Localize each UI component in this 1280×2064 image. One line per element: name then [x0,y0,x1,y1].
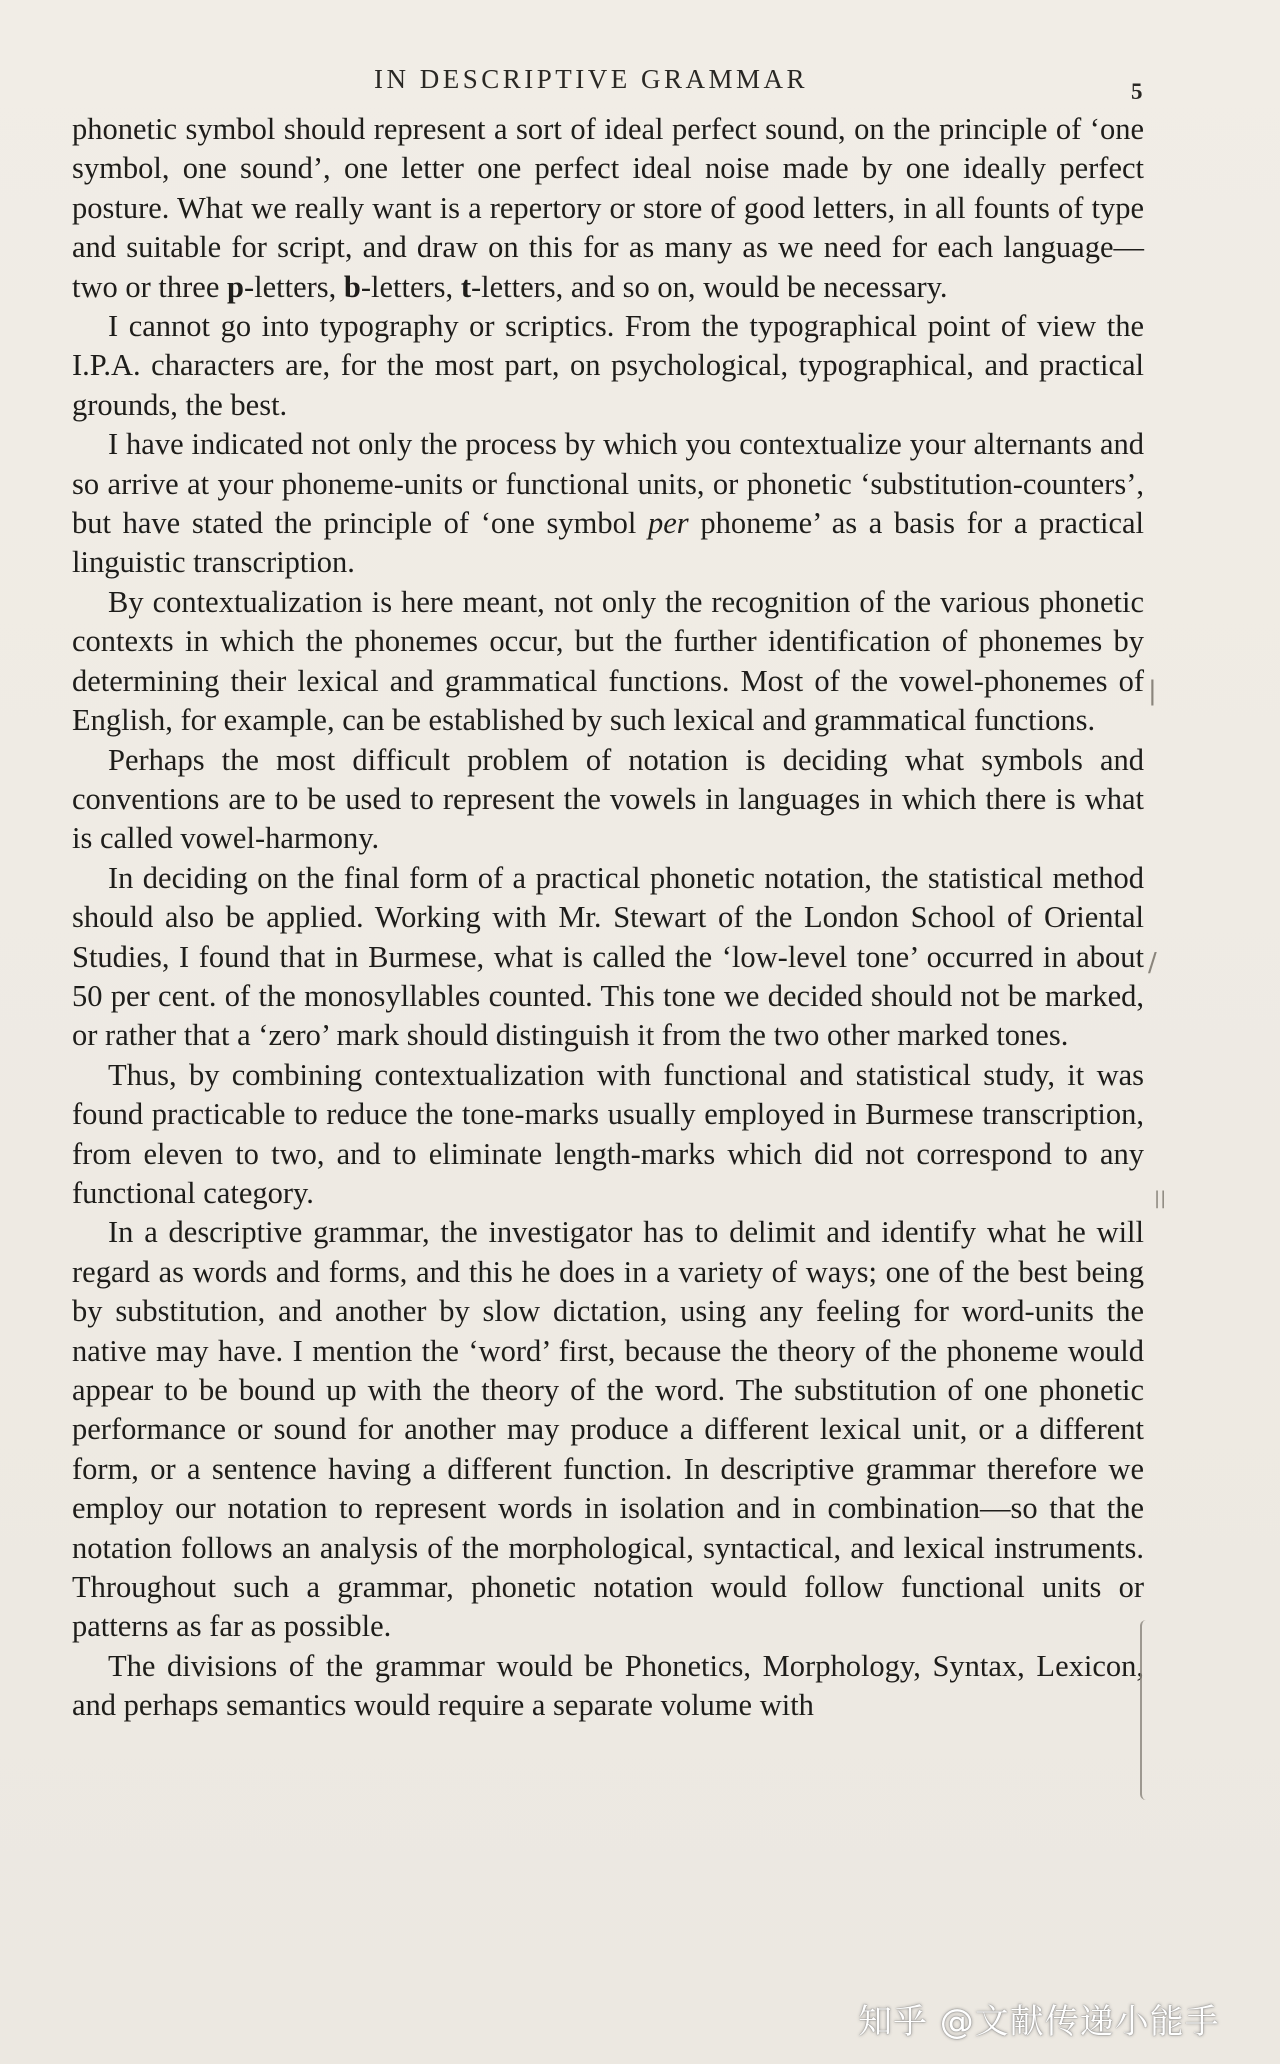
paragraph-continuation [72,110,1144,307]
paragraph-text: -letters, [360,269,461,304]
page-header [0,64,1280,104]
paragraph-text: -letters, [243,269,344,304]
running-head: IN DESCRIPTIVE GRAMMAR [374,64,809,94]
paragraph-divisions: The divisions of the grammar would be Phonetics, Morphology, Syntax, Lexicon, and perhaps semantics would require a separate volume with [72,1648,1144,1723]
letter-p: p [227,269,244,304]
paragraph-descriptive-grammar: In a descriptive grammar, the investigator has to delimit and identify what he will regard as words and forms, and this he does in a variety of ways; one of the best being by substitution, and another by slow dictation, using any feeling for word-units the native may have. I mention the ‘word’ first, because the theory of the phoneme would appear to be bound up with the theory of the word. The substitution of one phonetic performance or sound for another may produce a different lexical unit, or a different form, or a sentence having a different function. In descriptive grammar therefore we employ our notation to represent words in isolation and in combination—so that the notation follows an analysis of the morphological, syntactical, and lexical instruments. Throughout such a grammar, phonetic notation would follow functional units or patterns as far as possible. [72,1215,1144,1644]
margin-pencil-mark: | [1148,676,1157,706]
paragraph-tone-marks: Thus, by combining contextualization with functional and statistical study, it was found practicable to reduce the tone-marks usually employed in Burmese transcription, from eleven to two, and to eliminate length-marks which did not correspond to any functional category. [72,1057,1144,1210]
italic-per: per [648,506,689,541]
margin-bracket [1140,1620,1152,1800]
watermark: 知乎 @文献传递小能手 [858,2002,1220,2042]
letter-t: t [460,269,471,304]
margin-pencil-mark: / [1148,948,1157,978]
paragraph-typography: I cannot go into typography or scriptics. From the typographical point of view the I.P.A. characters are, for the most part, on psychological, typographical, and practical grounds, the best. [72,309,1144,422]
page-number: 5 [1131,79,1143,104]
body-text [72,110,1144,1726]
paragraph-statistical: In deciding on the final form of a practical phonetic notation, the statistical method should also be applied. Working with Mr. Stewart of the London School of Oriental Studies, I found that in Burmese, what is called the ‘low-level tone’ occurred in about 50 per cent. of the monosyllables counted. This tone we decided should not be marked, or rather that a ‘zero’ mark should distinguish it from the two other marked tones. [72,860,1144,1053]
paragraph-text: phonetic symbol should represent a sort of ideal perfect sound, on the principle of ‘one symbol, one sound’, one letter one perfect ideal noise made by one ideally perfect posture. What we really want is a repertory or store of good letters, in all founts of type and suitable for script, and draw on this for as many as we need for each language—two or three [72,112,1144,304]
paragraph-text: phoneme’ as a basis for a practical linguistic transcription. [72,506,1144,580]
paragraph-vowel-harmony: Perhaps the most difficult problem of notation is deciding what symbols and conventions are to be used to represent the vowels in languages in which there is what is called vowel-harmony. [72,742,1144,856]
letter-b: b [343,269,361,304]
paragraph-contextualize [72,425,1144,583]
paragraph-contextualization: By contextualization is here meant, not only the recognition of the various phonetic contexts in which the phonemes occur, but the further identification of phonemes by determining their lexical and grammatical functions. Most of the vowel-phonemes of English, for example, can be established by such lexical and grammatical functions. [72,584,1144,738]
paragraph-text: I have indicated not only the process by which you contextualize your alternants and so arrive at your phoneme-units or functional units, or phonetic ‘substitution-counters’, but have stated the principle of ‘one symbol [72,427,1144,541]
margin-pencil-mark: || [1154,1188,1167,1209]
paragraph-text: -letters, and so on, would be necessary. [470,269,948,304]
